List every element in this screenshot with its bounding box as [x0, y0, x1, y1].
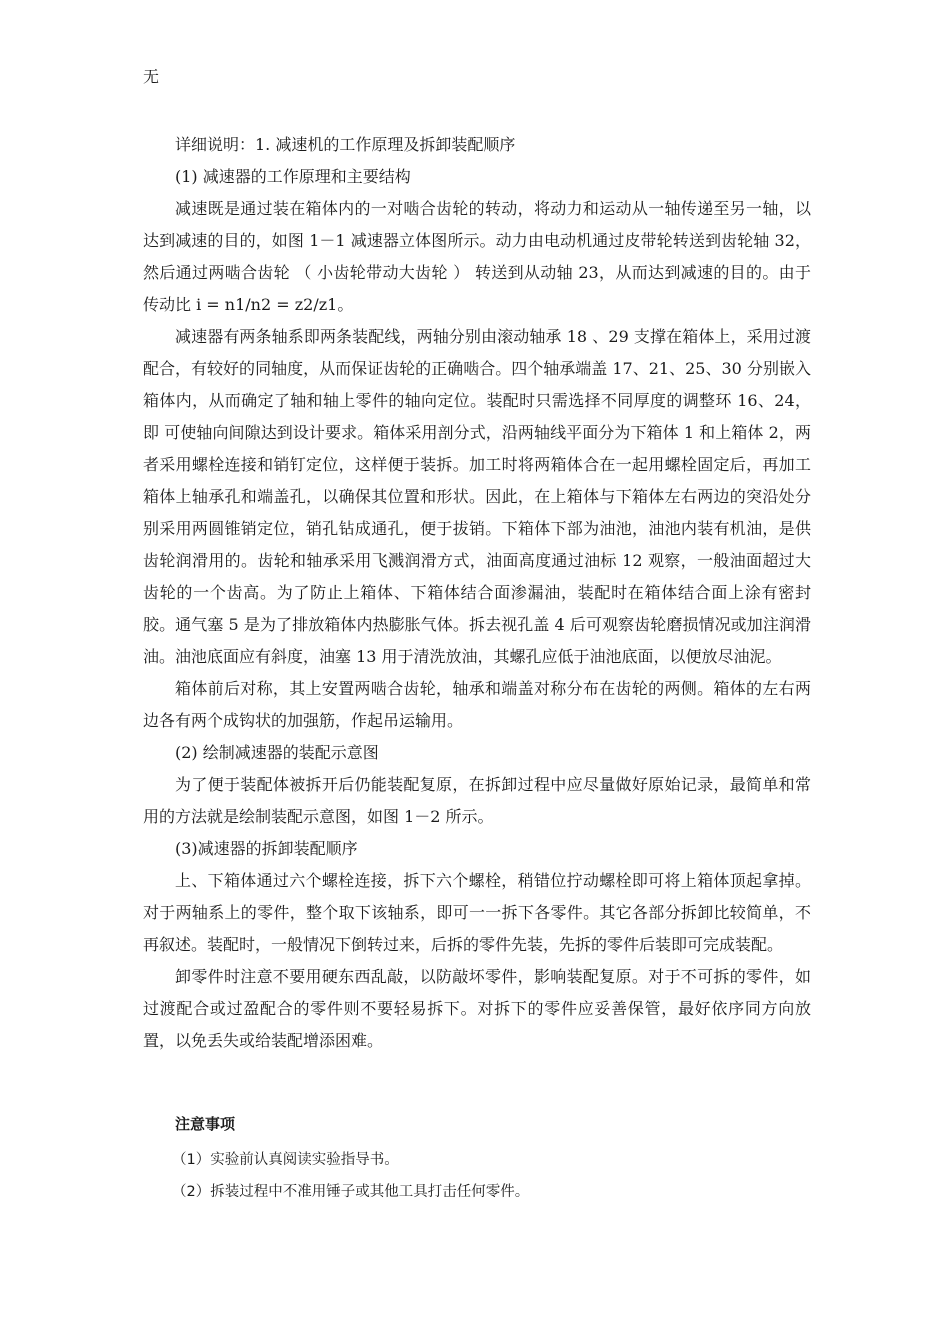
notes-section — [143, 1110, 811, 1208]
note-item: （2）拆装过程中不准用锤子或其他工具打击任何零件。 — [172, 1184, 530, 1200]
paragraph-working-principle: 减速既是通过装在箱体内的一对啮合齿轮的转动，将动力和运动从一轴传递至另一轴，以达到减速的目的，如图 1－1 减速器立体图所示。动力由电动机通过皮带轮转送到齿轮轴 32，然后通过两啮合齿轮 （ 小齿轮带动大齿轮 ） 转送到从动轴 23，从而达到减速的目的。由于传动比 i = n1/n2 = z2/z1。 — [143, 199, 811, 314]
section-1-heading: (1) 减速器的工作原理和主要结构 — [175, 167, 411, 186]
paragraph-disassembly-order: 上、下箱体通过六个螺栓连接，拆下六个螺栓，稍错位拧动螺栓即可将上箱体顶起拿掉。对于两轴系上的零件，整个取下该轴系，即可一一拆下各零件。其它各部分拆卸比较简单，不再叙述。装配时，一般情况下倒转过来，后拆的零件先装，先拆的零件后装即可完成装配。 — [143, 871, 811, 954]
paragraph-symmetry: 箱体前后对称，其上安置两啮合齿轮，轴承和端盖对称分布在齿轮的两侧。箱体的左右两边各有两个成钩状的加强筋，作起吊运输用。 — [143, 679, 811, 730]
body-text — [143, 129, 811, 1057]
detail-heading: 详细说明：1. 减速机的工作原理及拆卸装配顺序 — [175, 135, 516, 154]
paragraph-precautions: 卸零件时注意不要用硬东西乱敲，以防敲坏零件，影响装配复原。对于不可拆的零件，如过渡配合或过盈配合的零件则不要轻易拆下。对拆下的零件应妥善保管，最好依序同方向放置，以免丢失或给装配增添困难。 — [143, 967, 811, 1050]
section-2-heading: (2) 绘制减速器的装配示意图 — [175, 743, 379, 762]
section-3-heading: (3)减速器的拆卸装配顺序 — [175, 839, 358, 858]
notes-title: 注意事项 — [175, 1115, 236, 1133]
paragraph-structure: 减速器有两条轴系即两条装配线，两轴分别由滚动轴承 18 、29 支撑在箱体上，采用过渡配合，有较好的同轴度，从而保证齿轮的正确啮合。四个轴承端盖 17、21、25、30 分别嵌入箱体内，从而确定了轴和轴上零件的轴向定位。装配时只需选择不同厚度的调整环 16、24，即 可使轴向间隙达到设计要求。箱体采用剖分式，沿两轴线平面分为下箱体 1 和上箱体 2，两者采用螺栓连接和销钉定位，这样便于装拆。加工时将两箱体合在一起用螺栓固定后，再加工箱体上轴承孔和端盖孔，以确保其位置和形状。因此，在上箱体与下箱体左右两边的突沿处分别采用两圆锥销定位，销孔钻成通孔，便于拔销。下箱体下部为油池，油池内装有机油，是供齿轮润滑用的。齿轮和轴承采用飞溅润滑方式，油面高度通过油标 12 观察，一般油面超过大齿轮的一个齿高。为了防止上箱体、下箱体结合面渗漏油，装配时在箱体结合面上涂有密封胶。通气塞 5 是为了排放箱体内热膨胀气体。拆去视孔盖 4 后可观察齿轮磨损情况或加注润滑油。油池底面应有斜度，油塞 13 用于清洗放油，其螺孔应低于油池底面，以便放尽油泥。 — [143, 327, 811, 666]
header-word: 无 — [143, 67, 160, 86]
note-item: （1）实验前认真阅读实验指导书。 — [172, 1152, 399, 1168]
paragraph-assembly-diagram: 为了便于装配体被拆开后仍能装配复原，在拆卸过程中应尽量做好原始记录，最简单和常用的方法就是绘制装配示意图，如图 1－2 所示。 — [143, 775, 811, 826]
